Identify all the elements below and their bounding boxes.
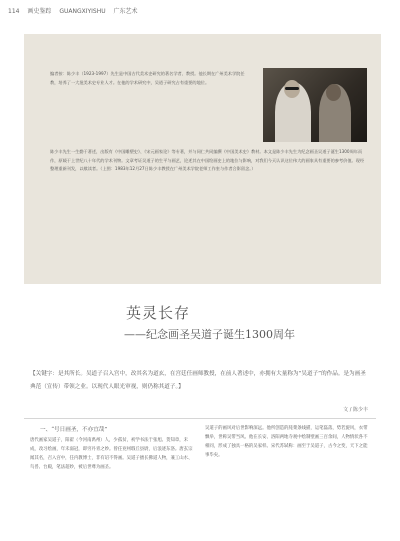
right-column-text: 吴道子的画风对后世影响深远。他所创造的莼菜条线描，运笔磊落，势若旋风，衣带飘举，世称吴带当风。他在长安、洛阳两地寺观中绘制壁画三百余间，人物情状各不相同，形成了独具一格的吴家样。宋代苏轼称：画至于吴道子，古今之变，天下之能事毕矣。	[205, 426, 368, 459]
section-label: 广东艺术	[113, 8, 138, 15]
editor-note-lead: 编者按：陈少丰（1923-1997）先生是中国古代美术史研究的著名学者、教授。他长期在广州美术学院任教，培养了一大批美术史专业人才。在他的学术研究中，吴道子研究占有重要的地位。	[50, 71, 245, 85]
article-subtitle: ——纪念画圣吴道子诞生1300周年	[124, 328, 295, 341]
photo-head-right	[326, 84, 341, 101]
author-photo	[263, 68, 367, 142]
section-heading: 一、“号日画圣，不亦宜哉”	[40, 427, 108, 433]
article-title: 英灵长存	[126, 304, 191, 322]
article-author: 文 / 陈少丰	[343, 407, 368, 413]
editor-note-bio: 陈少丰先生一生勤于著述，出版有《中国雕塑史》、《宋元画家论》等专著，并与同仁共同编撰《中国美术史》教材。本文是陈少丰先生为纪念画圣吴道子诞生1300周年而作，原载于上世纪八十年代的学术刊物。文章考证吴道子的生平与画艺，论述其在中国绘画史上的地位与影响，对我们今天认识这位伟大的画家具有重要的参考价值。现经整理重新刊发，以飨读者。（上图：1983年12月27日陈少丰教授在广州美术学院老师工作室与作者合影留念。）	[50, 149, 365, 172]
article-abstract: 【关键字：是其所长。吴道子召入宫中，改其名为道玄，在宫廷任画师教授，在前人著述中，亦拥有大量称为“吴道子”的作品。是为画圣典范（宣传）带领之业。以现代人眼光审视，则仍称其道子。】	[30, 371, 366, 390]
section-divider	[24, 418, 376, 419]
article-column-left	[30, 424, 193, 539]
journal-pinyin: GUANGXIYISHU	[59, 8, 106, 15]
article-column-right	[205, 424, 368, 539]
page-number: 114	[8, 8, 20, 15]
left-column-text: 唐代画家吴道子，阳翟（今河南禹州）人，少孤贫，初学书法于张旭、贺知章，未成，改习绘画，年未弱冠，即穷丹青之妙。曾任兖州瑕丘县尉，后浪迹东洛。唐玄宗闻其名，召入宫中，任内教博士，非有诏不得画。吴道子擅长佛道人物，兼工山水、鸟兽、台殿，笔法超妙，被后世尊为画圣。	[30, 438, 193, 471]
journal-name: 画史鉴踪	[27, 8, 52, 15]
page-header	[8, 6, 392, 20]
eyeglasses-icon	[285, 87, 299, 90]
